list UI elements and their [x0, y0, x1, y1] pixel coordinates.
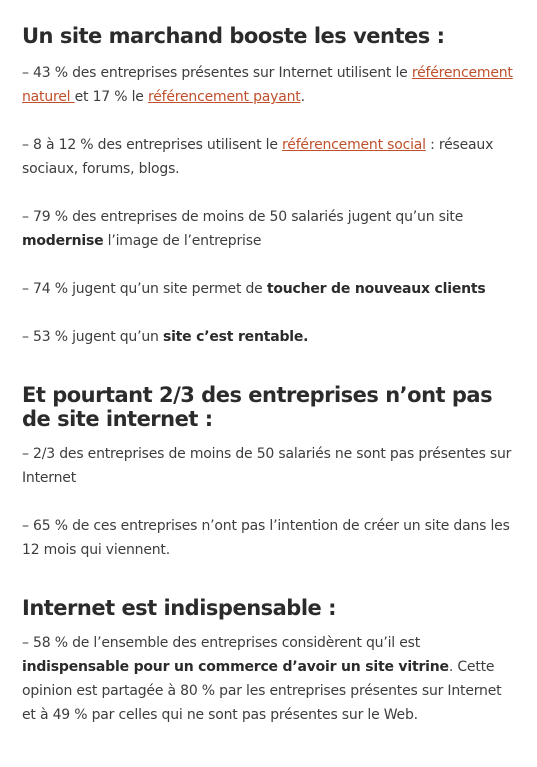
- paragraph-text: l’image de l’entreprise: [103, 233, 262, 249]
- paragraph-modernise: [22, 205, 519, 253]
- section-heading-indispensable: Internet est indispensable :: [22, 596, 336, 620]
- paragraph-referencement: [22, 61, 519, 109]
- paragraph-text: – 43 % des entreprises présentes sur Internet utilisent le: [22, 65, 412, 81]
- paragraph-intention: – 65 % de ces entreprises n’ont pas l’intention de créer un site dans les 12 mois qui viennent.: [22, 518, 510, 558]
- paragraph-rentable: [22, 325, 519, 349]
- bold-site-vitrine: indispensable pour un commerce d’avoir un site vitrine: [22, 659, 449, 675]
- link-referencement-payant[interactable]: référencement payant: [147, 89, 301, 105]
- paragraph-referencement-social: [22, 133, 519, 181]
- paragraph-text: – 53 % jugent qu’un: [22, 329, 163, 345]
- paragraph-text: – 74 % jugent qu’un site permet de: [22, 281, 267, 297]
- paragraph-text: et 17 % le: [74, 89, 148, 105]
- section-heading-pourtant: Et pourtant 2/3 des entreprises n’ont pas de site internet :: [22, 383, 493, 431]
- paragraph-site-vitrine: [22, 631, 519, 727]
- paragraph-text: – 79 % des entreprises de moins de 50 salariés jugent qu’un site: [22, 209, 464, 225]
- link-referencement-social[interactable]: référencement social: [282, 137, 426, 153]
- paragraph-text: : réseaux sociaux, forums, blogs.: [22, 137, 494, 177]
- paragraph-text: .: [300, 89, 305, 105]
- bold-modernise: modernise: [22, 233, 104, 249]
- paragraph-text: – 58 % de l’ensemble des entreprises considèrent qu’il est: [22, 635, 421, 651]
- paragraph-text: – 8 à 12 % des entreprises utilisent le: [22, 137, 283, 153]
- section-heading-ventes: Un site marchand booste les ventes :: [22, 24, 445, 48]
- paragraph-nouveaux-clients: [22, 277, 519, 301]
- bold-nouveaux-clients: toucher de nouveaux clients: [266, 281, 486, 297]
- bold-rentable: site c’est rentable.: [162, 329, 309, 345]
- paragraph-pas-presentes: – 2/3 des entreprises de moins de 50 salariés ne sont pas présentes sur Internet: [22, 446, 512, 486]
- paragraph-text: . Cette opinion est partagée à 80 % par les entreprises présentes sur Internet et à 49 % par celles qui ne sont pas présentes sur le Web.: [22, 659, 502, 723]
- link-referencement-naturel[interactable]: référencement naturel: [22, 65, 513, 105]
